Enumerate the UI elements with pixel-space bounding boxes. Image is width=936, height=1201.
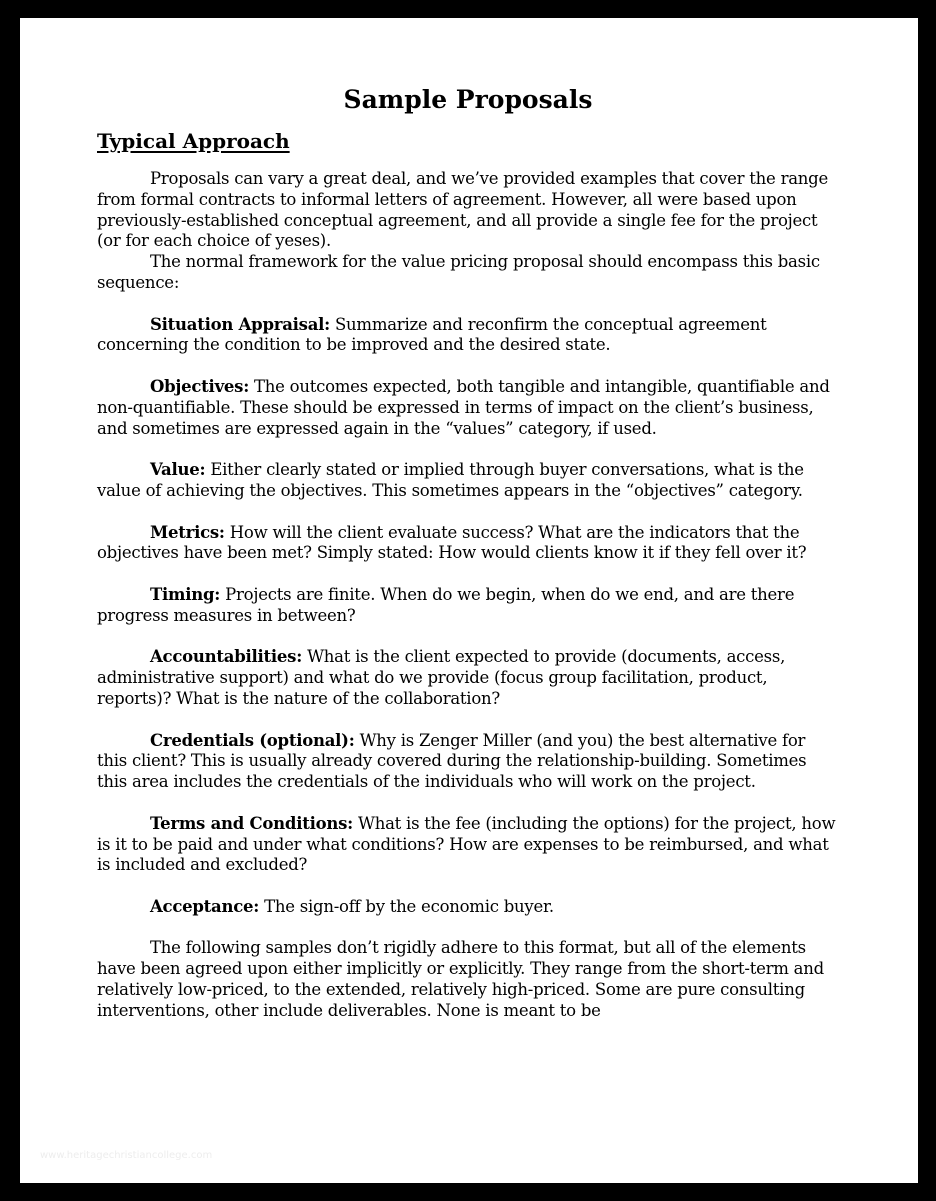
framework-item-text: What is the client expected to provide (documents, access, administrative support) and what do we provide (focus group facilitation, product, reports)? What is the nature of the collaboration?: [97, 647, 786, 708]
framework-item: [97, 731, 839, 793]
document-title: Sample Proposals: [343, 85, 593, 114]
framework-item: [97, 523, 839, 565]
framework-item: [97, 647, 839, 709]
framework-item-text: The outcomes expected, both tangible and intangible, quantifiable and non-quantifiable. These should be expressed in terms of impact on the client’s business, and sometimes are expressed again in the “values” category, if used.: [97, 376, 830, 438]
framework-item-text: Why is Zenger Miller (and you) the best alternative for this client? This is usually already covered during the relationship-building. Sometimes this area includes the credentials of the individuals who will work on the project.: [97, 730, 807, 792]
framework-item: [97, 585, 839, 627]
document-page: [97, 82, 839, 1022]
framework-item: [97, 315, 839, 357]
framework-item-term: Value:: [150, 460, 206, 480]
framework-item-text: How will the client evaluate success? What are the indicators that the objectives have been met? Simply stated: How would clients know it if they fell over it?: [97, 522, 807, 563]
framework-item-term: Credentials (optional):: [150, 730, 355, 750]
framework-item: [97, 377, 839, 439]
framework-item-term: Timing:: [150, 584, 221, 604]
framework-item-term: Situation Appraisal:: [150, 314, 330, 334]
framework-item: [97, 814, 839, 876]
framework-item-term: Accountabilities:: [150, 647, 303, 667]
framework-item-term: Objectives:: [150, 376, 250, 396]
framework-item-text: What is the fee (including the options) for the project, how is it to be paid and under what conditions? How are expenses to be reimbursed, and what is included and excluded?: [97, 813, 836, 875]
framework-item-text: Summarize and reconfirm the conceptual agreement concerning the condition to be improved and the desired state.: [97, 314, 767, 355]
framework-item: [97, 460, 839, 502]
watermark: www.heritagechristiancollege.com: [40, 1150, 213, 1161]
framework-item-text: Projects are finite. When do we begin, when do we end, and are there progress measures in between?: [97, 584, 795, 625]
closing-paragraph: The following samples don’t rigidly adhere to this format, but all of the elements have been agreed upon either implicitly or explicitly. They range from the short-term and relatively low-priced, to the extended, relatively high-priced. Some are pure consulting interventions, other include deliverables. None is meant to be: [97, 938, 824, 1020]
framework-item: [97, 897, 839, 918]
framework-item-term: Acceptance:: [150, 896, 260, 916]
framework-item-text: The sign-off by the economic buyer.: [259, 896, 554, 916]
intro-paragraph: The normal framework for the value pricing proposal should encompass this basic sequence:: [97, 252, 820, 292]
section-heading: Typical Approach: [97, 129, 290, 153]
framework-item-term: Metrics:: [150, 522, 225, 542]
intro-paragraph: Proposals can vary a great deal, and we’ve provided examples that cover the range from formal contracts to informal letters of agreement. However, all were based upon previously-established conceptual agreement, and all provide a single fee for the project (or for each choice of yeses).: [97, 169, 828, 251]
framework-item-text: Either clearly stated or implied through buyer conversations, what is the value of achieving the objectives. This sometimes appears in the “objectives” category.: [97, 460, 804, 500]
framework-item-term: Terms and Conditions:: [150, 813, 353, 833]
